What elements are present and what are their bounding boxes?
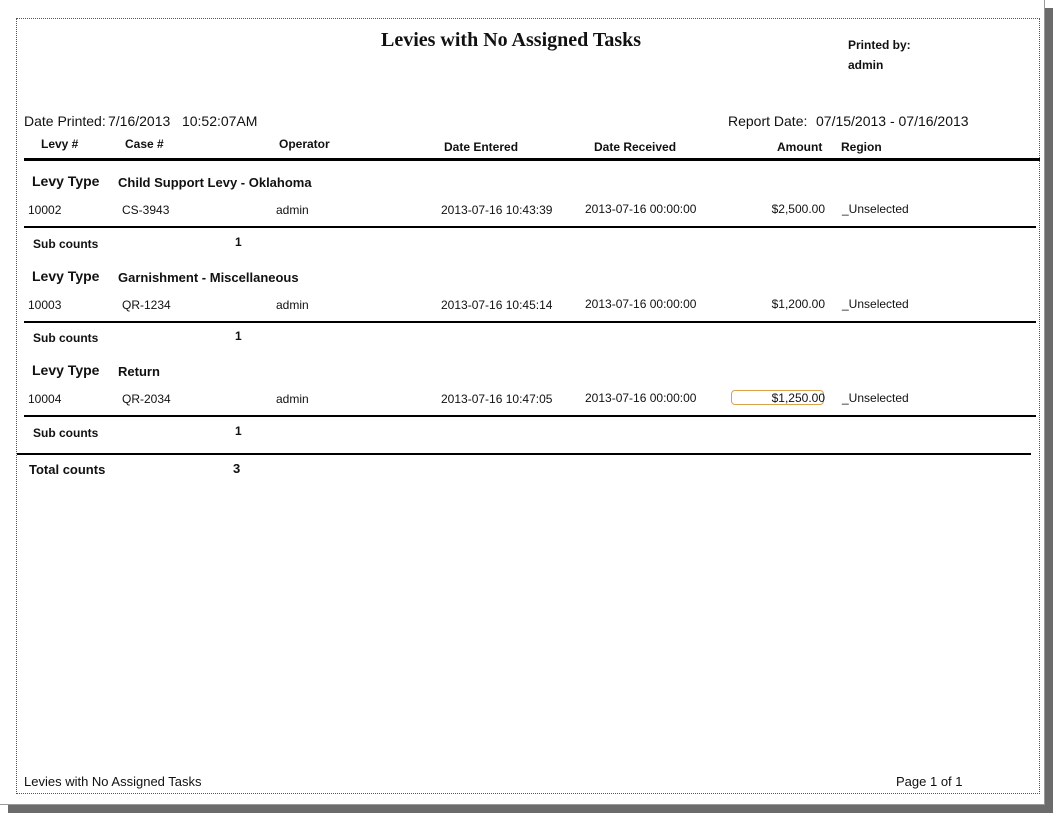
group-label: Levy Type — [32, 268, 100, 284]
group-name: Garnishment - Miscellaneous — [118, 270, 299, 285]
total-label: Total counts — [29, 462, 106, 477]
report-date-label: Report Date: — [728, 113, 808, 129]
cell-levy: 10002 — [28, 203, 62, 217]
cell-operator: admin — [276, 298, 309, 312]
date-printed-value: 7/16/2013 10:52:07AM — [108, 113, 258, 129]
col-header-region: Region — [841, 140, 882, 154]
cell-amount: $2,500.00 — [771, 202, 825, 216]
group-label: Levy Type — [32, 362, 100, 378]
total-value: 3 — [233, 461, 241, 476]
subcount-value: 1 — [235, 235, 242, 249]
total-divider — [17, 453, 1031, 455]
subcount-value: 1 — [235, 329, 242, 343]
subcount-label: Sub counts — [33, 237, 99, 251]
footer-page-number: Page 1 of 1 — [896, 774, 963, 789]
col-header-case: Case # — [125, 137, 164, 151]
col-header-amount: Amount — [777, 140, 823, 154]
cell-region: _Unselected — [842, 297, 909, 311]
page-shadow — [1045, 8, 1053, 813]
cell-date-entered: 2013-07-16 10:45:14 — [441, 298, 553, 312]
print-area-border — [16, 18, 1040, 794]
subcount-value: 1 — [235, 424, 242, 438]
cell-case: QR-2034 — [122, 392, 171, 406]
col-header-levy: Levy # — [41, 137, 79, 151]
cell-case: QR-1234 — [122, 298, 171, 312]
footer-report-name: Levies with No Assigned Tasks — [24, 774, 202, 789]
cell-levy: 10003 — [28, 298, 62, 312]
cell-date-received: 2013-07-16 00:00:00 — [585, 297, 697, 311]
group-divider — [24, 321, 1036, 323]
group-divider — [24, 415, 1036, 417]
report-title: Levies with No Assigned Tasks — [381, 29, 642, 51]
page-shadow — [8, 805, 1053, 813]
col-header-operator: Operator — [279, 137, 330, 151]
cell-operator: admin — [276, 203, 309, 217]
col-header-date-received: Date Received — [594, 140, 677, 154]
printed-by-label: Printed by: — [848, 38, 911, 52]
cell-region: _Unselected — [842, 391, 909, 405]
cell-case: CS-3943 — [122, 203, 170, 217]
header-divider — [24, 158, 1040, 161]
group-divider — [24, 226, 1036, 228]
printed-by-value: admin — [848, 58, 884, 72]
cell-region: _Unselected — [842, 202, 909, 216]
subcount-label: Sub counts — [33, 331, 99, 345]
cell-operator: admin — [276, 392, 309, 406]
cell-levy: 10004 — [28, 392, 62, 406]
cell-date-received: 2013-07-16 00:00:00 — [585, 202, 697, 216]
subcount-label: Sub counts — [33, 426, 99, 440]
col-header-date-entered: Date Entered — [444, 140, 519, 154]
group-name: Return — [118, 364, 160, 379]
date-printed-label: Date Printed: — [24, 113, 106, 129]
group-name: Child Support Levy - Oklahoma — [118, 175, 312, 190]
report-date-value: 07/15/2013 - 07/16/2013 — [816, 113, 969, 129]
group-label: Levy Type — [32, 173, 100, 189]
cell-date-entered: 2013-07-16 10:47:05 — [441, 392, 553, 406]
cell-date-entered: 2013-07-16 10:43:39 — [441, 203, 553, 217]
cell-amount[interactable]: $1,250.00 — [771, 391, 825, 405]
cell-amount: $1,200.00 — [771, 297, 825, 311]
cell-date-received: 2013-07-16 00:00:00 — [585, 391, 697, 405]
